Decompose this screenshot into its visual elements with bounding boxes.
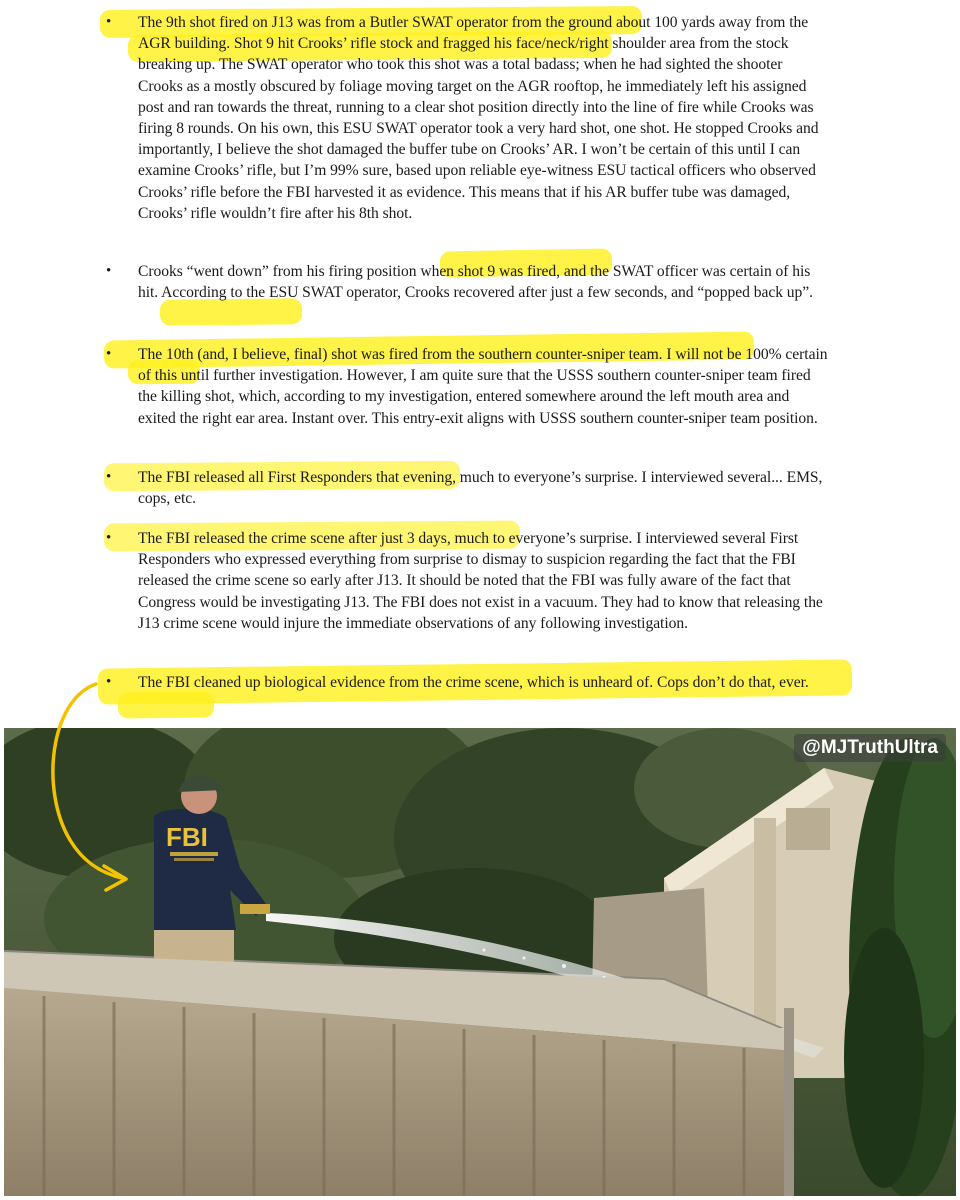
paragraph-crooks-went-down: Crooks “went down” from his firing position when shot 9 was fired, and the SWAT officer was certain of his hit. According to the ESU SWAT operator, Crooks recovered after just a few seconds, and “popped back up”. [138,263,814,302]
wall-post [784,1008,794,1196]
paragraph-crime-scene-released: The FBI released the crime scene after just 3 days, much to everyone’s surprise. I interviewed several First Responders who expressed everything from surprise to dismay to suspicion regarding the fact that the FBI released the crime scene so early after J13. It should be noted that the FBI was fully aware of the fact that Congress would be investigating J13. The FBI does not exist in a vacuum. They had to know that releasing the J13 crime scene would injure the immediate observations of any following investigation. [138,530,823,632]
bullet-4: • [106,469,112,485]
paragraph-shot-10: The 10th (and, I believe, final) shot was fired from the southern counter-sniper team. I will not be 100% certain of this until further investigation. However, I am quite sure that the USSS southern counter-sniper team fired the killing shot, which, according to my investigation, entered somewhere around the left mouth area and exited the right ear area. Instant over. This entry-exit aligns with USSS southern counter-sniper team position. [138,346,828,427]
paragraph-biological-evidence: The FBI cleaned up biological evidence from the crime scene, which is unheard of. Cops don’t do that, ever. [138,674,809,691]
jacket-fbi-text: FBI [166,822,208,852]
bullet-6: • [106,674,112,690]
building-vent [786,808,830,850]
paragraph-first-responders-released: The FBI released all First Responders that evening, much to everyone’s surprise. I interviewed several... EMS, cops, etc. [138,469,823,508]
watermark: @MJTruthUltra [794,734,946,762]
rooftop-photo [4,728,956,1196]
bullet-5: • [106,530,112,546]
highlight-mark [118,692,214,719]
bullet-3: • [106,346,112,362]
rooftop-scene [4,728,956,1196]
bullet-2: • [106,263,112,279]
paragraph-shot-9: The 9th shot fired on J13 was from a Butler SWAT operator from the ground about 100 yards away from the AGR building. Shot 9 hit Crooks’ rifle stock and fragged his face/neck/right shoulder area from the stock breaking up. The SWAT operator who took this shot was a total badass; when he had sighted the shooter Crooks as a mostly obscured by foliage moving target on the AGR rooftop, he immediately left his assigned post and ran towards the threat, running to a clear shot position directly into the line of fire while Crooks was firing 8 rounds. On his own, this ESU SWAT operator took a very hard shot, one shot. He stopped Crooks and importantly, I believe the shot damaged the buffer tube on Crooks’ AR. I won’t be certain of this until I can examine Crooks’ rifle, but I’m 99% sure, based upon reliable eye-witness ESU tactical officers who observed Crooks’ rifle before the FBI harvested it as evidence. This means that if his AR buffer tube was damaged, Crooks’ rifle wouldn’t fire after his 8th shot. [138,14,819,222]
bullet-1: • [106,14,112,30]
